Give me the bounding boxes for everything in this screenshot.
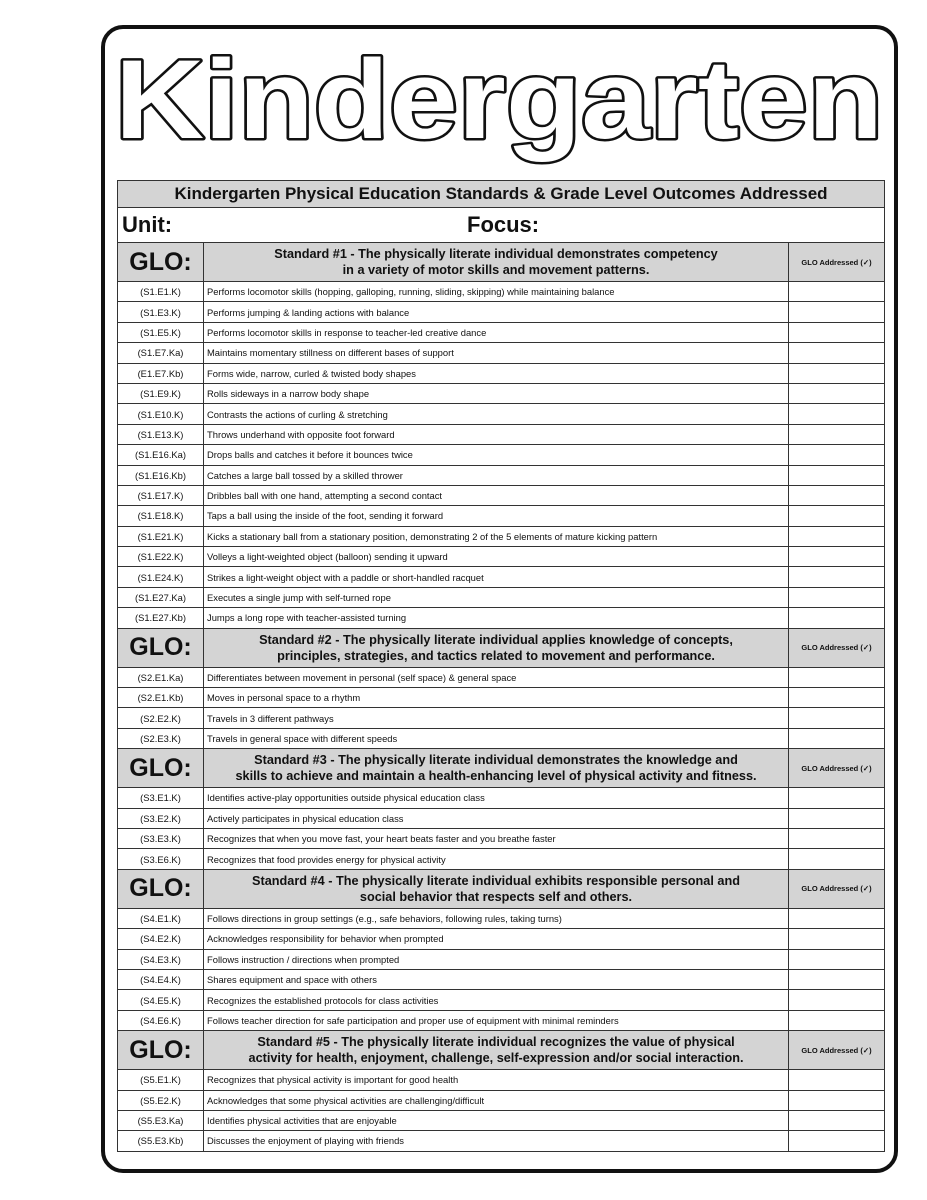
unit-focus-row <box>118 208 885 243</box>
outcome-description: Recognizes that food provides energy for physical activity <box>204 849 789 869</box>
glo-addressed-checkbox[interactable] <box>789 424 885 444</box>
outcome-row <box>118 788 885 808</box>
glo-addressed-checkbox[interactable] <box>789 526 885 546</box>
outcome-code: (S1.E10.K) <box>118 404 204 424</box>
outcome-code: (S1.E5.K) <box>118 322 204 342</box>
standard-description <box>204 869 789 908</box>
outcome-description: Rolls sideways in a narrow body shape <box>204 383 789 403</box>
outcome-row <box>118 587 885 607</box>
outcome-row <box>118 424 885 444</box>
outcome-description: Identifies physical activities that are enjoyable <box>204 1110 789 1130</box>
glo-addressed-checkbox[interactable] <box>789 667 885 687</box>
outcome-description: Identifies active-play opportunities outside physical education class <box>204 788 789 808</box>
glo-addressed-checkbox[interactable] <box>789 587 885 607</box>
outcome-row <box>118 1110 885 1130</box>
outcome-code: (S3.E1.K) <box>118 788 204 808</box>
outcome-row <box>118 1090 885 1110</box>
outcome-description: Drops balls and catches it before it bounces twice <box>204 445 789 465</box>
outcome-code: (S1.E3.K) <box>118 302 204 322</box>
glo-addressed-checkbox[interactable] <box>789 465 885 485</box>
glo-addressed-checkbox[interactable] <box>789 1010 885 1030</box>
glo-addressed-checkbox[interactable] <box>789 343 885 363</box>
outcome-row <box>118 322 885 342</box>
glo-addressed-checkbox[interactable] <box>789 383 885 403</box>
table-title: Kindergarten Physical Education Standards & Grade Level Outcomes Addressed <box>118 181 885 208</box>
standard-description <box>204 243 789 282</box>
standard-line-2: social behavior that respects self and others. <box>359 889 633 904</box>
glo-addressed-checkbox[interactable] <box>789 688 885 708</box>
outcome-row <box>118 547 885 567</box>
outcome-row <box>118 1070 885 1090</box>
outcome-row <box>118 526 885 546</box>
glo-addressed-checkbox[interactable] <box>789 322 885 342</box>
outcome-row <box>118 302 885 322</box>
outcome-description: Acknowledges that some physical activities are challenging/difficult <box>204 1090 789 1110</box>
outcome-code: (S3.E2.K) <box>118 808 204 828</box>
standards-table <box>117 180 885 1152</box>
outcome-row <box>118 667 885 687</box>
outcome-description: Throws underhand with opposite foot forward <box>204 424 789 444</box>
glo-addressed-header: GLO Addressed (✓) <box>789 243 885 282</box>
outcome-row <box>118 485 885 505</box>
standard-header-row <box>118 1031 885 1070</box>
outcome-description: Moves in personal space to a rhythm <box>204 688 789 708</box>
glo-addressed-header: GLO Addressed (✓) <box>789 869 885 908</box>
outcome-code: (S5.E1.K) <box>118 1070 204 1090</box>
outcome-code: (S1.E13.K) <box>118 424 204 444</box>
glo-addressed-checkbox[interactable] <box>789 608 885 628</box>
glo-addressed-header: GLO Addressed (✓) <box>789 1031 885 1070</box>
outcome-row <box>118 445 885 465</box>
outcome-code: (S2.E1.Ka) <box>118 667 204 687</box>
outcome-code: (S5.E2.K) <box>118 1090 204 1110</box>
glo-addressed-checkbox[interactable] <box>789 282 885 302</box>
banner-title <box>107 30 892 170</box>
standard-line-2: activity for health, enjoyment, challenge, self-expression and/or social interaction. <box>248 1051 744 1066</box>
outcome-description: Contrasts the actions of curling & stretching <box>204 404 789 424</box>
outcome-description: Acknowledges responsibility for behavior when prompted <box>204 929 789 949</box>
outcome-code: (S1.E24.K) <box>118 567 204 587</box>
glo-addressed-checkbox[interactable] <box>789 708 885 728</box>
glo-label: GLO: <box>118 869 204 908</box>
outcome-description: Forms wide, narrow, curled & twisted body shapes <box>204 363 789 383</box>
outcome-code: (S5.E3.Ka) <box>118 1110 204 1130</box>
outcome-row <box>118 808 885 828</box>
unit-label: Unit: <box>122 212 173 237</box>
outcome-code: (S1.E16.Kb) <box>118 465 204 485</box>
outcome-code: (S1.E7.Ka) <box>118 343 204 363</box>
glo-addressed-checkbox[interactable] <box>789 485 885 505</box>
outcome-code: (S1.E17.K) <box>118 485 204 505</box>
outcome-row <box>118 383 885 403</box>
outcome-row <box>118 343 885 363</box>
outcome-description: Shares equipment and space with others <box>204 969 789 989</box>
standard-line-2: skills to achieve and maintain a health-enhancing level of physical activity and fitness. <box>235 769 757 784</box>
glo-addressed-checkbox[interactable] <box>789 929 885 949</box>
outcome-code: (S1.E1.K) <box>118 282 204 302</box>
glo-addressed-checkbox[interactable] <box>789 506 885 526</box>
outcome-description: Recognizes that when you move fast, your heart beats faster and you breathe faster <box>204 828 789 848</box>
outcome-code: (S1.E16.Ka) <box>118 445 204 465</box>
outcome-description: Recognizes that physical activity is important for good health <box>204 1070 789 1090</box>
outcome-row <box>118 1131 885 1151</box>
outcome-code: (S4.E6.K) <box>118 1010 204 1030</box>
outcome-description: Travels in 3 different pathways <box>204 708 789 728</box>
outcome-description: Follows directions in group settings (e.g., safe behaviors, following rules, taking turns) <box>204 908 789 928</box>
outcome-description: Dribbles ball with one hand, attempting a second contact <box>204 485 789 505</box>
outcome-code: (S4.E2.K) <box>118 929 204 949</box>
outcome-row <box>118 908 885 928</box>
outcome-code: (S2.E1.Kb) <box>118 688 204 708</box>
outcome-row <box>118 728 885 748</box>
table-title-row <box>118 181 885 208</box>
standard-header-row <box>118 628 885 667</box>
outcome-row <box>118 688 885 708</box>
glo-addressed-checkbox[interactable] <box>789 1110 885 1130</box>
outcome-row <box>118 828 885 848</box>
outcome-row <box>118 708 885 728</box>
focus-label: Focus: <box>467 212 540 237</box>
outcome-row <box>118 949 885 969</box>
standard-line-1: Standard #2 - The physically literate individual applies knowledge of concepts, <box>259 632 733 647</box>
standard-line-1: Standard #3 - The physically literate individual demonstrates the knowledge and <box>254 753 738 768</box>
outcome-description: Follows instruction / directions when prompted <box>204 949 789 969</box>
glo-label: GLO: <box>118 749 204 788</box>
outcome-row <box>118 849 885 869</box>
outcome-code: (S1.E27.Ka) <box>118 587 204 607</box>
standard-line-1: Standard #4 - The physically literate individual exhibits responsible personal and <box>252 873 740 888</box>
glo-addressed-checkbox[interactable] <box>789 1131 885 1151</box>
outcome-row <box>118 567 885 587</box>
glo-addressed-checkbox[interactable] <box>789 788 885 808</box>
outcome-description: Travels in general space with different speeds <box>204 728 789 748</box>
outcome-code: (S4.E5.K) <box>118 990 204 1010</box>
outcome-description: Performs locomotor skills (hopping, galloping, running, sliding, skipping) while maintaining balance <box>204 282 789 302</box>
outcome-code: (S1.E9.K) <box>118 383 204 403</box>
glo-addressed-header: GLO Addressed (✓) <box>789 628 885 667</box>
outcome-description: Performs locomotor skills in response to teacher-led creative dance <box>204 322 789 342</box>
glo-addressed-checkbox[interactable] <box>789 445 885 465</box>
outcome-description: Differentiates between movement in personal (self space) & general space <box>204 667 789 687</box>
outcome-row <box>118 990 885 1010</box>
outcome-row <box>118 506 885 526</box>
glo-addressed-checkbox[interactable] <box>789 908 885 928</box>
glo-addressed-checkbox[interactable] <box>789 828 885 848</box>
standard-description <box>204 749 789 788</box>
outcome-description: Taps a ball using the inside of the foot, sending it forward <box>204 506 789 526</box>
outcome-code: (S3.E3.K) <box>118 828 204 848</box>
banner-title-text: Kindergarten <box>115 37 883 162</box>
outcome-row <box>118 404 885 424</box>
outcome-code: (E1.E7.Kb) <box>118 363 204 383</box>
outcome-code: (S4.E3.K) <box>118 949 204 969</box>
glo-addressed-checkbox[interactable] <box>789 1070 885 1090</box>
glo-addressed-checkbox[interactable] <box>789 849 885 869</box>
outcome-row <box>118 929 885 949</box>
outcome-description: Performs jumping & landing actions with balance <box>204 302 789 322</box>
unit-focus-cell[interactable] <box>118 208 885 243</box>
outcome-description: Kicks a stationary ball from a stationary position, demonstrating 2 of the 5 elements of mature kicking pattern <box>204 526 789 546</box>
glo-label: GLO: <box>118 628 204 667</box>
outcome-description: Actively participates in physical education class <box>204 808 789 828</box>
outcome-code: (S2.E2.K) <box>118 708 204 728</box>
outcome-description: Follows teacher direction for safe participation and proper use of equipment with minimal reminders <box>204 1010 789 1030</box>
outcome-description: Strikes a light-weight object with a paddle or short-handled racquet <box>204 567 789 587</box>
glo-addressed-checkbox[interactable] <box>789 567 885 587</box>
glo-addressed-checkbox[interactable] <box>789 728 885 748</box>
outcome-row <box>118 1010 885 1030</box>
standard-header-row <box>118 869 885 908</box>
outcome-description: Jumps a long rope with teacher-assisted turning <box>204 608 789 628</box>
standard-description <box>204 1031 789 1070</box>
standard-header-row <box>118 243 885 282</box>
glo-addressed-header: GLO Addressed (✓) <box>789 749 885 788</box>
standard-line-2: principles, strategies, and tactics related to movement and performance. <box>277 648 715 663</box>
glo-label: GLO: <box>118 243 204 282</box>
outcome-code: (S4.E1.K) <box>118 908 204 928</box>
outcome-row <box>118 282 885 302</box>
outcome-code: (S3.E6.K) <box>118 849 204 869</box>
glo-addressed-checkbox[interactable] <box>789 990 885 1010</box>
glo-addressed-checkbox[interactable] <box>789 949 885 969</box>
glo-addressed-checkbox[interactable] <box>789 808 885 828</box>
glo-addressed-checkbox[interactable] <box>789 1090 885 1110</box>
outcome-code: (S1.E18.K) <box>118 506 204 526</box>
glo-addressed-checkbox[interactable] <box>789 969 885 989</box>
outcome-code: (S2.E3.K) <box>118 728 204 748</box>
standard-line-1: Standard #5 - The physically literate individual recognizes the value of physical <box>257 1035 735 1050</box>
standard-line-2: in a variety of motor skills and movement patterns. <box>342 263 650 277</box>
outcome-description: Discusses the enjoyment of playing with friends <box>204 1131 789 1151</box>
standard-line-1: Standard #1 - The physically literate individual demonstrates competency <box>274 247 718 261</box>
outcome-description: Maintains momentary stillness on different bases of support <box>204 343 789 363</box>
outcome-code: (S1.E22.K) <box>118 547 204 567</box>
outcome-row <box>118 465 885 485</box>
outcome-code: (S1.E21.K) <box>118 526 204 546</box>
standard-description <box>204 628 789 667</box>
outcome-code: (S5.E3.Kb) <box>118 1131 204 1151</box>
outcome-description: Recognizes the established protocols for class activities <box>204 990 789 1010</box>
glo-addressed-checkbox[interactable] <box>789 302 885 322</box>
outcome-code: (S4.E4.K) <box>118 969 204 989</box>
glo-addressed-checkbox[interactable] <box>789 547 885 567</box>
outcome-description: Catches a large ball tossed by a skilled thrower <box>204 465 789 485</box>
outcome-code: (S1.E27.Kb) <box>118 608 204 628</box>
outcome-description: Executes a single jump with self-turned rope <box>204 587 789 607</box>
glo-label: GLO: <box>118 1031 204 1070</box>
standard-header-row <box>118 749 885 788</box>
glo-addressed-checkbox[interactable] <box>789 404 885 424</box>
outcome-row <box>118 969 885 989</box>
glo-addressed-checkbox[interactable] <box>789 363 885 383</box>
outcome-description: Volleys a light-weighted object (balloon) sending it upward <box>204 547 789 567</box>
outcome-row <box>118 608 885 628</box>
outcome-row <box>118 363 885 383</box>
